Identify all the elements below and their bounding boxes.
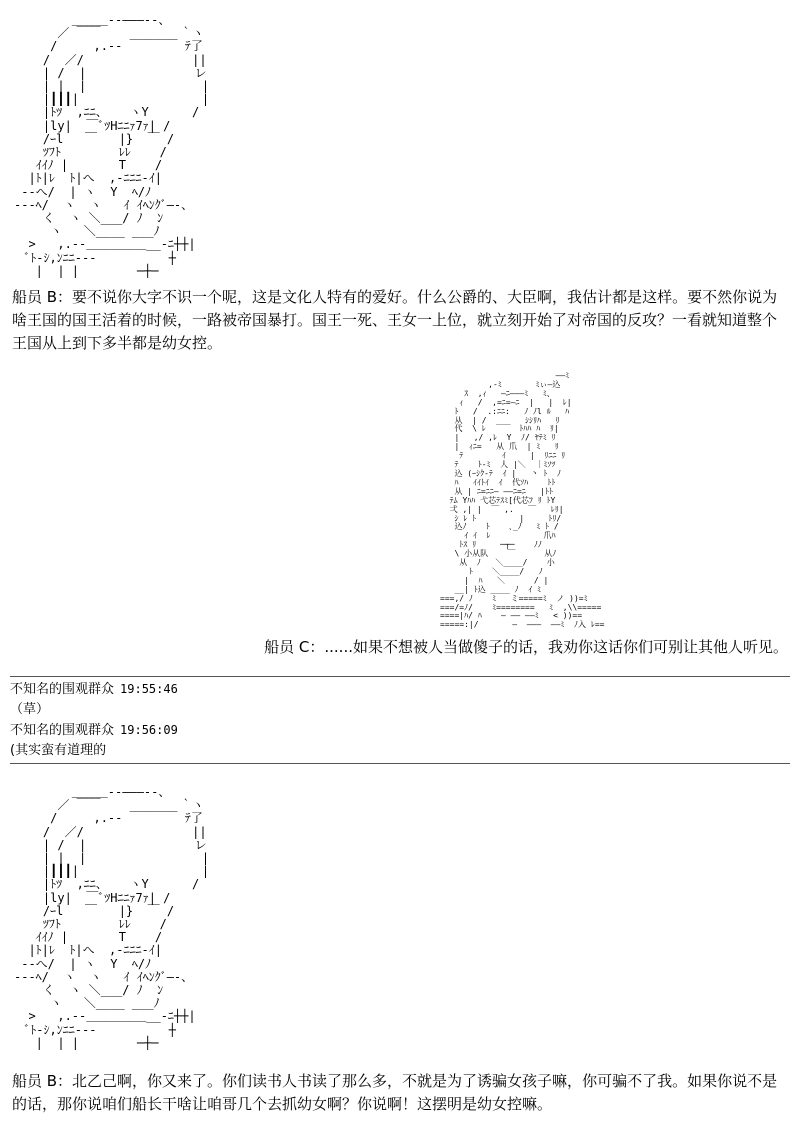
chat-header: [10, 679, 790, 700]
chat-message: （草）: [10, 702, 50, 717]
chat-timestamp: 19:56:09: [120, 723, 178, 737]
chat-user: 不知名的围观群众: [10, 682, 115, 697]
chat-timestamp: 19:55:46: [120, 682, 178, 696]
chat-user: 不知名的围观群众: [10, 723, 115, 738]
chat-log: [10, 676, 790, 764]
chat-message: (其实蛮有道理的: [10, 743, 107, 758]
ascii-art-crewman-c: ――ﾐ ,-ﾐ ﾐぃ―込 ｽ ,ｨ ―ﾆ―――ﾐ ﾐ、 ｨ / ,=ﾆ=―ﾆ | | ﾚ| ﾄ / .:ﾆﾆ: ﾉ ﾉl ﾙ ﾊ 从 | / ___ ｼｼﾘﾊ ﾘ 代 \ ﾚ ﾄﾊﾊ ﾊ ﾘ| | ,/ ,ﾚ Y ﾉ/ ﾔﾃﾐ ﾘ | ｨﾆ= 从 爪 | ﾐ ﾘ ﾃ ｲ | ﾘﾆﾆ ﾘ ﾃ ﾄ-ﾐ 人 |＼ ｜ﾐｿﾂ 込 (ｰｼｸ-ﾃ ｲ | 丶 ﾄ ﾉ ﾊ ｲｲﾄｲ ｲ 代ｿﾊ ﾄﾄ 从 | ﾆ=ﾆﾆ― ――ﾆ=ﾆ |ﾄﾄ ﾃﾑ Yﾊﾊ 弋芯ﾃｽﾐ[代芯ﾌ ﾘ ﾄY 弌 ,| | ￣ ,. ￣ ﾚﾘ| ｼ ﾚ ﾄ | ﾄﾘ/ 込ﾉ ﾄ ､_ﾉ ﾐ ﾄ / ｲ ｲ ﾚ 爪ﾊ ﾄｽ ﾘ ─┬─ ﾉﾉ \ 小从队 ￣ 从ﾉ 从 ﾉ ＼____/ 小 ﾄ ＼____/ ﾉ | ﾊ ＼ / | __| ﾄ込 ____ ﾉ ｲ ﾐ ===,/ ﾉ ﾐ ミ=====ﾐ ノ ))=ﾐ ===/=ﾉ/ ﾐ======== ﾐ ,\\===== ====|ﾊ/ ﾊ ― ―― ――ﾐ < ))== =====:|/ ― ――― ――ﾐ ﾉ入 ﾚ==: [440, 371, 605, 630]
chat-header: [10, 720, 790, 741]
dialog-crewman-c: 船员 C：......如果不想被人当做傻子的话，我劝你这话你们可别让其他人听见。: [264, 638, 788, 656]
ascii-art-crewman-b-top: ＿＿＿--―――‐-、 ／ ￣￣ ｀ヽ / ,.-‐ ￣￣￣￣ ﾃ了 / ／/ || | / | レ | | | | |┃┃┃| | |ﾄﾂ ,ﾆﾆ、 ヽY / |ly| ￣ﾞﾂHﾆﾆｧ7ｧ| / /ｰl ￣ |} ￣ / ﾂﾌﾄ ﾚﾚ / ｲｲﾉ | T / |ﾄ|ﾚ ﾄ|へ ,-ﾆﾆﾆ-ｲ| -‐へ/ | ヽ Y ﾍ/ﾉ --‐ﾍ/ ヽ ヽ ｲ ｲﾍﾝｸﾞ―-、 く ヽ ＼___/ ﾉ ﾝ ヽ ＼____ ___ﾉ > ,.-‐＿＿＿＿＿__-ﾆ┼┼| ﾞﾄ-ｼ,ﾝﾆﾆ--‐ ┼ | | | ─┼─: [14, 13, 210, 278]
dialog-crewman-b-2: 船员 B：北乙己啊，你又来了。你们读书人书读了那么多，不就是为了诱骗女孩子嘛，你可骗不了我。如果你说不是的话，那你说咱们船长干啥让咱哥几个去抓幼女啊？你说啊！这摆明是幼女控嘛。: [12, 1072, 778, 1113]
ascii-art-crewman-b-bottom: ＿＿＿--―――‐-、 ／ ￣￣ ｀ヽ / ,.-‐ ￣￣￣￣ ﾃ了 / ／/ || | / | レ | | | | |┃┃┃| | |ﾄﾂ ,ﾆﾆ、 ヽY / |ly| ￣ﾞﾂHﾆﾆｧ7ｧ| / /ｰl ￣ |} ￣ / ﾂﾌﾄ ﾚﾚ / ｲｲﾉ | T / |ﾄ|ﾚ ﾄ|へ ,-ﾆﾆﾆ-ｲ| -‐へ/ | ヽ Y ﾍ/ﾉ --‐ﾍ/ ヽ ヽ ｲ ｲﾍﾝｸﾞ―-、 く ヽ ＼___/ ﾉ ﾝ ヽ ＼____ ___ﾉ > ,.-‐＿＿＿＿＿__-ﾆ┼┼| ﾞﾄ-ｼ,ﾝﾆﾆ--‐ ┼ | | | ─┼─: [14, 785, 210, 1050]
dialog-crewman-b-1: 船员 B：要不说你大字不识一个呢，这是文化人特有的爱好。什么公爵的、大臣啊，我估计都是这样。要不然你说为啥王国的国王活着的时候，一路被帝国暴打。国王一死、王女一上位，就立刻开始了对帝国的反攻？一看就知道整个王国从上到下多半都是幼女控。: [12, 288, 778, 352]
